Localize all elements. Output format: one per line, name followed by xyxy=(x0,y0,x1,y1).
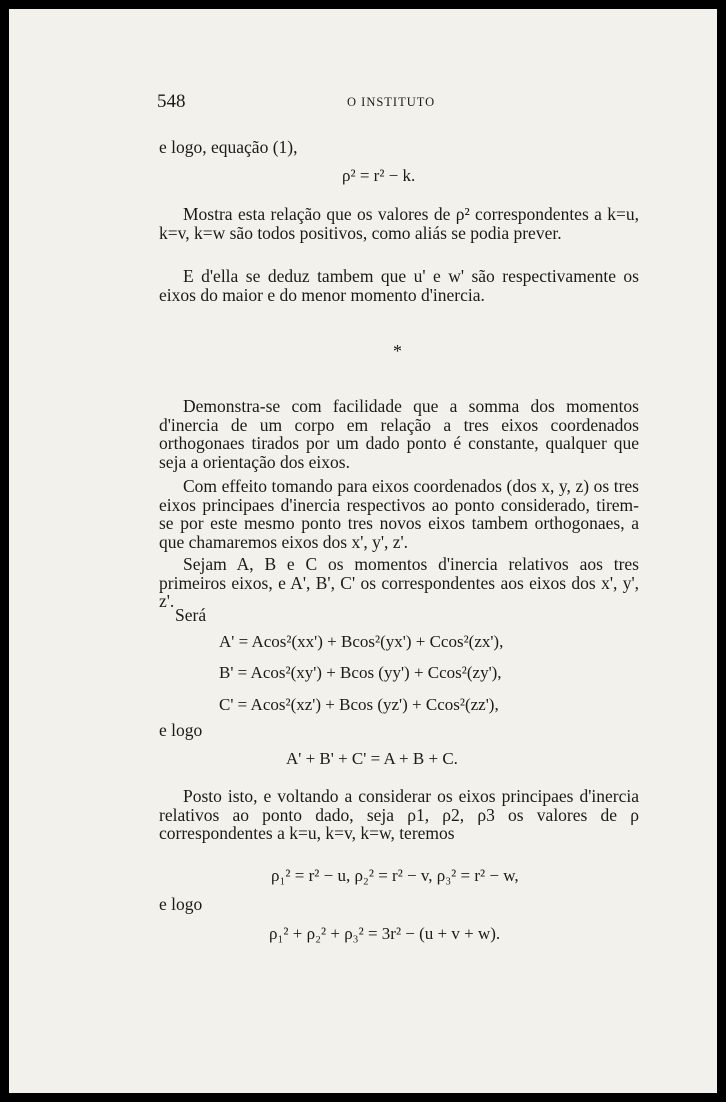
equation-rho: ρ² = r² − k. xyxy=(342,166,416,185)
paragraph: Com effeito tomando para eixos coordenados (dos x, y, z) os tres eixos principaes d'inercia respectivos ao ponto considerado, tirem-se por este mesmo ponto tres novos eixos tambem orthogonaes, a que chamaremos eixos dos x', y', z'. xyxy=(159,476,639,552)
equation-sum: A' + B' + C' = A + B + C. xyxy=(286,749,458,768)
equation-a-prime: A' = Acos²(xx') + Bcos²(yx') + Ccos²(zx'), xyxy=(219,632,504,651)
running-title: O INSTITUTO xyxy=(347,95,436,109)
page-number: 548 xyxy=(157,91,186,112)
equation-b-prime: B' = Acos²(xy') + Bcos (yy') + Ccos²(zy'), xyxy=(219,663,502,682)
paragraph: Demonstra-se com facilidade que a somma dos momentos d'inercia de um corpo em relação a tres eixos coordenados orthogonaes tirados por um dado ponto é constante, qualquer que seja a orientação dos eixos. xyxy=(159,396,639,472)
equation-c-prime: C' = Acos²(xz') + Bcos (yz') + Ccos²(zz'), xyxy=(219,695,499,714)
page xyxy=(9,9,717,1093)
text-line: Será xyxy=(175,605,207,625)
paragraph: Sejam A, B e C os momentos d'inercia relativos aos tres primeiros eixos, e A', B', C' os correspondentes aos eixos dos x', y', z'. xyxy=(159,554,639,611)
section-separator: * xyxy=(393,341,402,361)
text-line: e logo, equação (1), xyxy=(159,137,298,157)
paragraph: Mostra esta relação que os valores de ρ² correspondentes a k=u, k=v, k=w são todos positivos, como aliás se podia prever. xyxy=(159,204,639,243)
paragraph: E d'ella se deduz tambem que u' e w' são respectivamente os eixos do maior e do menor momento d'inercia. xyxy=(159,266,639,305)
paragraph: Posto isto, e voltando a considerar os eixos principaes d'inercia relativos ao ponto dado, seja ρ1, ρ2, ρ3 os valores de ρ correspondentes a k=u, k=v, k=w, teremos xyxy=(159,786,639,843)
equation-rho-values: ρ₁² = r² − u, ρ₂² = r² − v, ρ₃² = r² − w, xyxy=(271,866,519,885)
text-line: e logo xyxy=(159,720,203,740)
page-header xyxy=(157,91,587,117)
text-line: e logo xyxy=(159,894,203,914)
equation-final: ρ₁² + ρ₂² + ρ₃² = 3r² − (u + v + w). xyxy=(269,924,501,943)
